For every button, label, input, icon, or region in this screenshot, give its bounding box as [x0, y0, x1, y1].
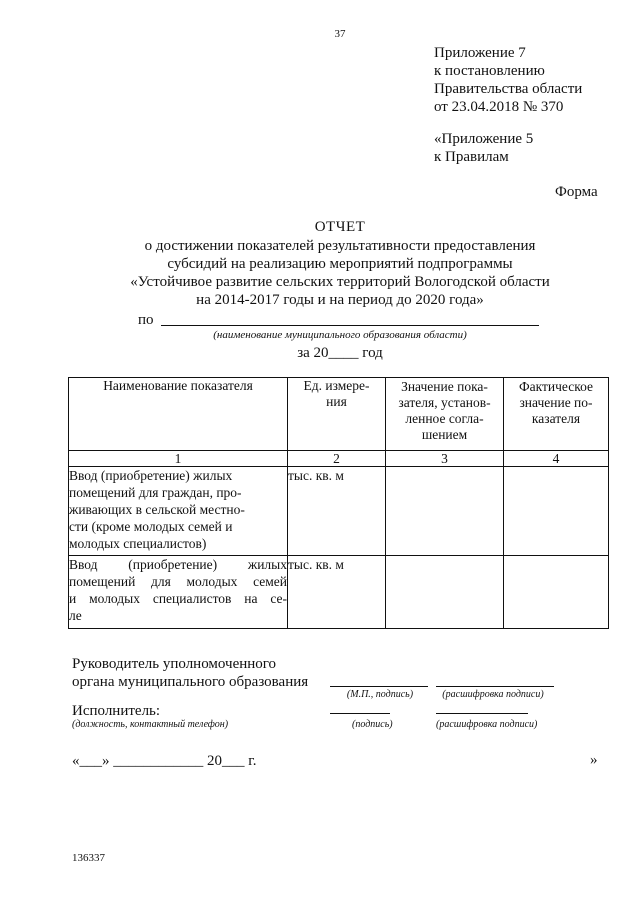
report-title-block	[0, 218, 640, 309]
appendix-line: от 23.04.2018 № 370	[434, 99, 564, 115]
indicator-name-line: помещений для молодых семей	[69, 574, 287, 589]
mp-signature-caption: (М.П., подпись)	[346, 689, 414, 700]
municipality-line	[138, 311, 548, 329]
report-title-line: субсидий на реализацию мероприятий подпрограммы	[167, 256, 513, 272]
header-line: Наименование показателя	[103, 378, 253, 393]
report-title-line: «Устойчивое развитие сельских территорий Вологодской области	[130, 274, 550, 290]
executor-signature-line	[330, 713, 390, 714]
indicator-name-cell	[69, 467, 288, 556]
appendix-block	[434, 44, 634, 116]
header-line: шением	[421, 427, 468, 442]
indicator-name-line: и молодых специалистов на се-	[69, 591, 287, 606]
position-phone-caption: (должность, контактный телефон)	[72, 719, 229, 730]
head-line: Руководитель уполномоченного	[72, 656, 277, 672]
form-label: Форма	[555, 184, 598, 200]
indicator-name-line: живающих в сельской местно-	[69, 502, 245, 517]
header-line: зателя, установ-	[398, 395, 491, 410]
head-line: органа муниципального образования	[72, 674, 309, 690]
indicator-name-line: молодых специалистов)	[69, 536, 207, 551]
table-row	[69, 467, 609, 556]
header-actual-value	[504, 378, 609, 451]
appendix-line: к постановлению	[434, 63, 545, 79]
column-number-row	[69, 451, 609, 467]
executor-decode-line	[436, 713, 528, 714]
executor-label: Исполнитель:	[72, 703, 161, 719]
header-unit	[288, 378, 386, 451]
appendix-line: Правительства области	[434, 81, 583, 97]
executor-decode-caption: (расшифровка подписи)	[436, 719, 538, 730]
municipality-blank-line	[161, 325, 539, 326]
header-line: значение по-	[519, 395, 593, 410]
actual-value-cell[interactable]	[504, 467, 609, 556]
column-number: 3	[386, 451, 504, 467]
header-indicator-name	[69, 378, 288, 451]
column-number: 1	[69, 451, 288, 467]
header-line: ленное согла-	[405, 411, 484, 426]
planned-value-cell[interactable]	[386, 467, 504, 556]
year-line: за 20____ год	[297, 345, 383, 361]
municipality-caption: (наименование муниципального образования области)	[213, 329, 467, 341]
page-number: 37	[334, 28, 346, 40]
document-code: 136337	[72, 852, 105, 864]
mp-signature-line	[330, 686, 428, 687]
column-number: 2	[288, 451, 386, 467]
unit-cell: тыс. кв. м	[288, 467, 386, 556]
appendix-line: Приложение 7	[434, 45, 526, 61]
head-of-organ-label	[72, 655, 332, 691]
indicators-table	[68, 377, 609, 629]
report-heading: ОТЧЕТ	[314, 219, 366, 235]
closing-quote: »	[590, 752, 598, 768]
column-number: 4	[504, 451, 609, 467]
indicator-name-line: Ввод (приобретение) жилых	[69, 468, 233, 483]
report-title-line: о достижении показателей результативности предоставления	[144, 238, 536, 254]
report-title-line: на 2014-2017 годы и на период до 2020 года»	[196, 292, 484, 308]
indicator-name-line: помещений для граждан, про-	[69, 485, 242, 500]
unit-cell: тыс. кв. м	[288, 556, 386, 629]
header-line: Значение пока-	[401, 379, 488, 394]
po-prefix: по	[138, 312, 154, 328]
indicator-name-line: сти (кроме молодых семей и	[69, 519, 233, 534]
header-line: казателя	[531, 411, 581, 426]
table-row	[69, 556, 609, 629]
appendix-rules-block	[434, 130, 634, 166]
appendix-rules-line: к Правилам	[434, 149, 509, 165]
header-line: Фактическое	[518, 379, 594, 394]
actual-value-cell[interactable]	[504, 556, 609, 629]
header-line: Ед. измере-	[303, 378, 370, 393]
indicator-name-line: ле	[69, 608, 82, 623]
decode-caption: (расшифровка подписи)	[442, 689, 544, 700]
executor-signature-caption: (подпись)	[352, 719, 393, 730]
date-line: «___» ____________ 20___ г.	[72, 753, 257, 769]
appendix-rules-line: «Приложение 5	[434, 131, 534, 147]
header-planned-value	[386, 378, 504, 451]
decode-signature-line	[436, 686, 554, 687]
indicator-name-line: Ввод (приобретение) жилых	[69, 557, 287, 572]
header-line: ния	[326, 394, 347, 409]
table-header-row	[69, 378, 609, 451]
planned-value-cell[interactable]	[386, 556, 504, 629]
indicator-name-cell	[69, 556, 288, 629]
